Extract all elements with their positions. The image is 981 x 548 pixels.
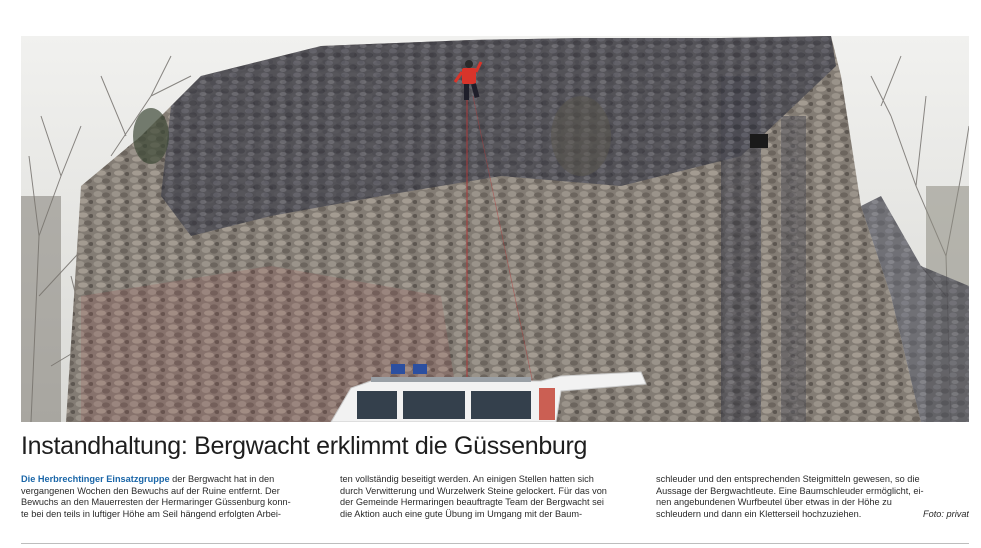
text-line: die Aktion auch eine gute Übung im Umgang mit der Baum- (340, 508, 583, 519)
text-line: Aussage der Bergwachtleute. Eine Baumschleuder ermöglicht, ei- (656, 485, 924, 496)
text-line: schleuder und den entsprechenden Steigmitteln gewesen, so die (656, 474, 920, 484)
text-line (21, 474, 317, 486)
text-fragment: schleudern und dann ein Kletterseil hochzuziehen. (656, 508, 862, 519)
photo-credit: Foto: privat (923, 508, 969, 519)
article-column-3 (656, 474, 969, 520)
article-body (21, 474, 969, 534)
article-column-2 (340, 474, 636, 520)
text-line (656, 509, 969, 521)
bottom-divider (21, 543, 969, 544)
article-photo (21, 36, 969, 422)
lead-in: Die Herbrechtinger Einsatzgruppe (21, 474, 170, 484)
text-line: Bewuchs an den Mauerresten der Hermaringer Güssenburg konn- (21, 497, 291, 507)
article-column-1 (21, 474, 317, 520)
text-line: te bei den teils in luftiger Höhe am Seil hängend erfolgten Arbei- (21, 508, 281, 519)
text-line: nen angebundenen Wurfbeutel über etwas in der Höhe zu (656, 497, 892, 507)
text-line: der Gemeinde Hermaringen beauftragte Team der Bergwacht sei (340, 497, 604, 507)
text-line: ten vollständig beseitigt werden. An einigen Stellen hatten sich (340, 474, 594, 484)
text-line: durch Verwitterung und Wurzelwerk Steine gelockert. Für das von (340, 485, 607, 496)
article-headline: Instandhaltung: Bergwacht erklimmt die Güssenburg (21, 432, 588, 460)
text-line: vergangenen Wochen den Bewuchs auf der Ruine entfernt. Der (21, 485, 280, 496)
text-fragment: der Bergwacht hat in den (169, 474, 275, 484)
